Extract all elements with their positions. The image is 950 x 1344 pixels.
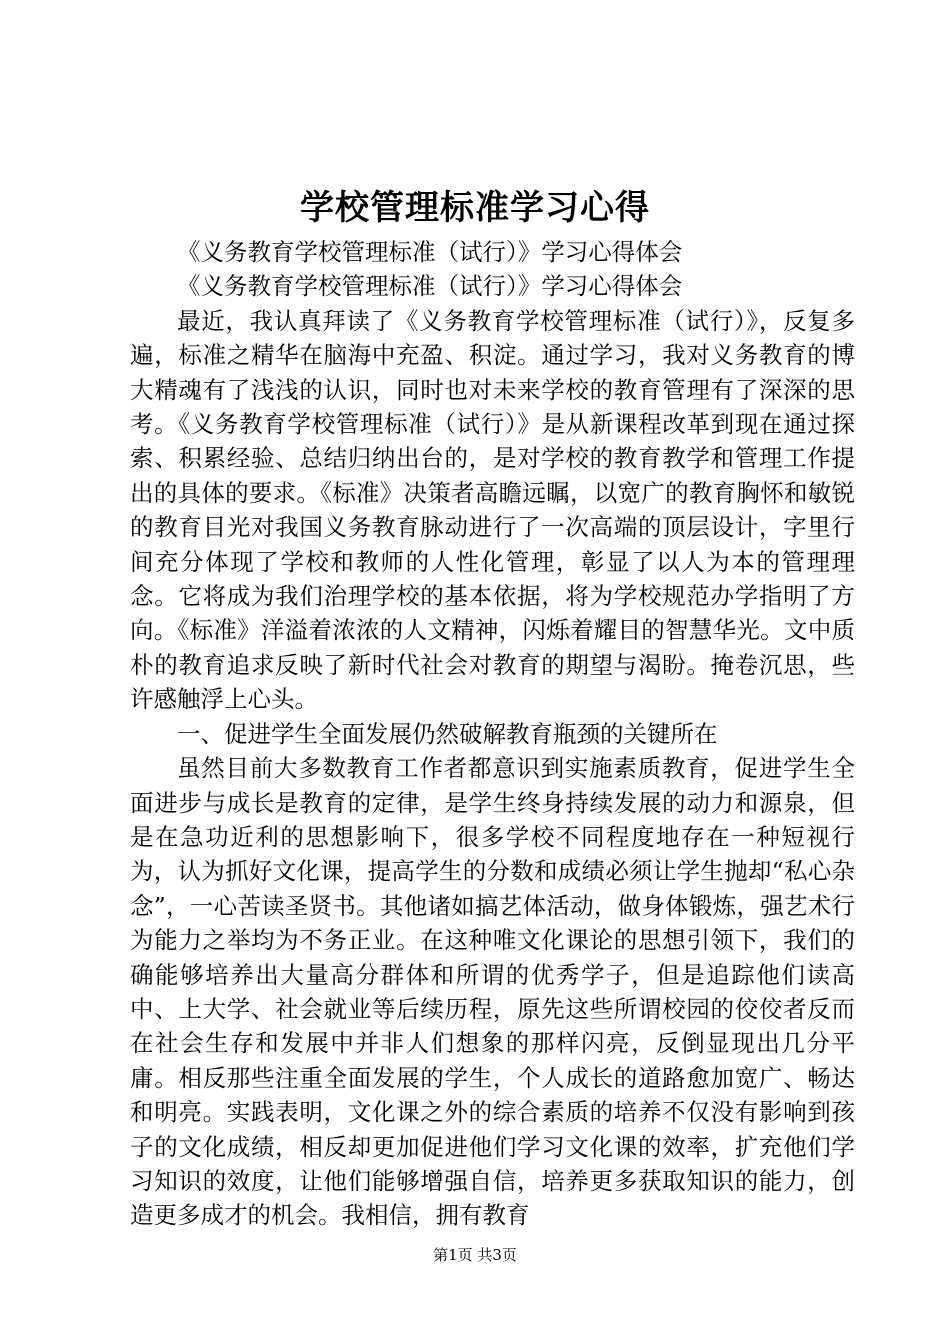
- section-heading: 一、促进学生全面发展仍然破解教育瓶颈的关键所在: [177, 719, 718, 748]
- document-body: [130, 235, 855, 1233]
- subtitle-line: 《义务教育学校管理标准（试行）》学习心得体会: [177, 238, 683, 266]
- body-paragraph: 虽然目前大多数教育工作者都意识到实施素质教育，促进学生全面进步与成长是教育的定律，是学生终身持续发展的动力和源泉，但是在急功近利的思想影响下，很多学校不同程度地存在一种短视行为，认为抓好文化课，提高学生的分数和成绩必须让学生抛却“私心杂念”，一心苦读圣贤书。其他诸如搞艺体活动，做身体锻炼，强艺术行为能力之举均为不务正业。在这种唯文化课论的思想引领下，我们的确能够培养出大量高分群体和所谓的优秀学子，但是追踪他们读高中、上大学、社会就业等后续历程，原先这些所谓校园的佼佼者反而在社会生存和发展中并非人们想象的那样闪亮，反倒显现出几分平庸。相反那些注重全面发展的学生，个人成长的道路愈加宽广、畅达和明亮。实践表明，文化课之外的综合素质的培养不仅没有影响到孩子的文化成绩，相反却更加促进他们学习文化课的效率，扩充他们学习知识的效度，让他们能够增强自信，培养更多获取知识的能力，创造更多成才的机会。我相信，拥有教育: [130, 754, 855, 1230]
- body-paragraph: 最近，我认真拜读了《义务教育学校管理标准（试行）》，反复多遍，标准之精华在脑海中充盈、积淀。通过学习，我对义务教育的博大精魂有了浅浅的认识，同时也对未来学校的教育管理有了深深的思考。《义务教育学校管理标准（试行）》是从新课程改革到现在通过探索、积累经验、总结归纳出台的，是对学校的教育教学和管理工作提出的具体的要求。《标准》决策者高瞻远瞩，以宽广的教育胸怀和敏锐的教育目光对我国义务教育脉动进行了一次高端的顶层设计，字里行间充分体现了学校和教师的人性化管理，彰显了以人为本的管理理念。它将成为我们治理学校的基本依据，将为学校规范办学指明了方向。《标准》洋溢着浓浓的人文精神，闪烁着耀目的智慧华光。文中质朴的教育追求反映了新时代社会对教育的期望与渴盼。掩卷沉思，些许感触浮上心头。: [130, 306, 855, 714]
- document-title: 学校管理标准学习心得: [300, 188, 650, 228]
- subtitle-line: 《义务教育学校管理标准（试行）》学习心得体会: [177, 272, 683, 301]
- page-footer: 第1页 共3页: [433, 1246, 517, 1264]
